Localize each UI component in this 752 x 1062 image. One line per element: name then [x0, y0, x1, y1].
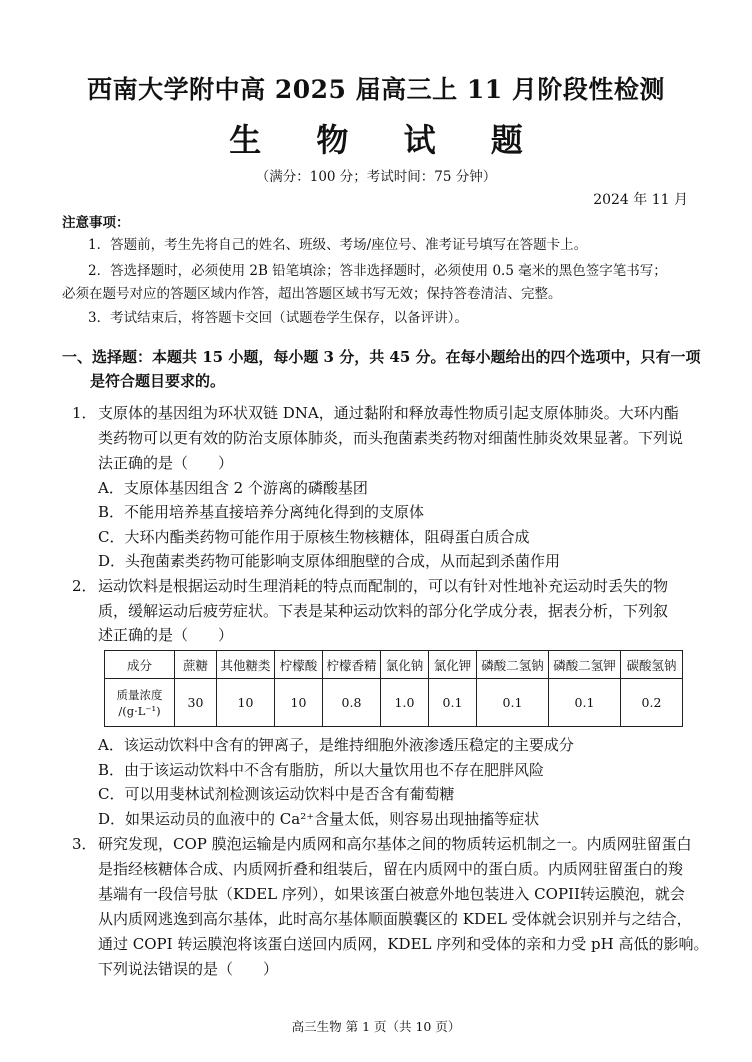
table-column-header: 柠檬香精: [323, 651, 381, 679]
question-stem-line: 通过 COPI 转运膜泡将该蛋白送回内质网，KDEL 序列和受体的亲和力受 pH 高低的影响。: [98, 935, 709, 953]
question-number: 3．: [72, 835, 97, 853]
table-row-label-line: 质量浓度: [116, 687, 163, 702]
table-cell: 0.1: [549, 679, 621, 727]
option-d: D．头孢菌素类药物可能影响支原体细胞壁的合成，从而起到杀菌作用: [98, 552, 561, 570]
table-column-header: 其他糖类: [217, 651, 275, 679]
page-footer: 高三生物 第 1 页（共 10 页）: [291, 1019, 461, 1034]
question-stem-line: 基端有一段信号肽（KDEL 序列），如果该蛋白被意外地包装进入 COPII转运膜泡，就会: [98, 885, 685, 903]
table-cell: 0.8: [323, 679, 381, 727]
notice-item: 1．答题前，考生先将自己的姓名、班级、考场/座位号、准考证号填写在答题卡上。: [88, 237, 588, 253]
notice-item: 2．答选择题时，必须使用 2B 铅笔填涂；答非选择题时，必须使用 0.5 毫米的黑色签字笔书写；: [88, 263, 667, 279]
table-column-header: 磷酸二氢钾: [549, 651, 621, 679]
section-heading-line: 一、选择题：本题共 15 小题，每小题 3 分，共 45 分。在每小题给出的四个选项中，只有一项: [62, 348, 701, 366]
question-stem-line: 下列说法错误的是（ ）: [98, 960, 279, 978]
subject-title: 生 物 试 题: [229, 121, 545, 159]
option-c: C．大环内酯类药物可能作用于原核生物核糖体，阻碍蛋白质合成: [98, 528, 530, 546]
table-row-label-unit: /(g·L⁻¹): [118, 703, 161, 718]
table-column-header: 蔗糖: [175, 651, 217, 679]
table-column-header: 氯化钠: [381, 651, 429, 679]
notice-item: 必须在题号对应的答题区域内作答，超出答题区域书写无效；保持答卷清洁、完整。: [62, 286, 562, 302]
notice-title: 注意事项：: [62, 215, 130, 231]
option-a: A．支原体基因组含 2 个游离的磷酸基团: [98, 479, 368, 497]
option-a: A．该运动饮料中含有的钾离子，是维持细胞外液渗透压稳定的主要成分: [98, 736, 574, 754]
question-stem-line: 运动饮料是根据运动时生理消耗的特点而配制的，可以有针对性地补充运动时丢失的物: [98, 577, 669, 595]
table-cell: 0.2: [621, 679, 683, 727]
table-cell: 10: [217, 679, 275, 727]
option-b: B．不能用培养基直接培养分离纯化得到的支原体: [98, 503, 425, 521]
table-header-label: 成分: [105, 651, 175, 679]
table-cell: 0.1: [429, 679, 477, 727]
table-cell: 30: [175, 679, 217, 727]
question-stem-line: 研究发现，COP 膜泡运输是内质网和高尔基体之间的物质转运机制之一。内质网驻留蛋白: [98, 835, 692, 853]
question-number: 2．: [72, 577, 97, 595]
section-heading-line: 是符合题目要求的。: [90, 372, 226, 390]
question-stem-line: 法正确的是（ ）: [98, 454, 234, 472]
question-stem-line: 从内质网逃逸到高尔基体，此时高尔基体顺面膜囊区的 KDEL 受体就会识别并与之结合，: [98, 910, 692, 928]
table-row-label: [105, 679, 175, 727]
option-b: B．由于该运动饮料中不含有脂肪，所以大量饮用也不存在肥胖风险: [98, 761, 545, 779]
notice-item: 3．考试结束后，将答题卡交回（试题卷学生保存，以备评讲）。: [88, 310, 468, 326]
exam-info: （满分：100 分；考试时间：75 分钟）: [255, 169, 497, 185]
composition-table: [104, 650, 683, 727]
question-stem-line: 是指经核糖体合成、内质网折叠和组装后，留在内质网中的蛋白质。内质网驻留蛋白的羧: [98, 860, 684, 878]
table-column-header: 柠檬酸: [275, 651, 323, 679]
table-cell: 0.1: [477, 679, 549, 727]
option-d: D．如果运动员的血液中的 Ca²⁺含量太低，则容易出现抽搐等症状: [98, 810, 540, 828]
table-cell: 10: [275, 679, 323, 727]
exam-title: 西南大学附中高 2025 届高三上 11 月阶段性检测: [87, 75, 665, 104]
table-cell: 1.0: [381, 679, 429, 727]
section-heading: [62, 345, 702, 393]
question-stem-line: 述正确的是（ ）: [98, 626, 234, 644]
table-column-header: 氯化钾: [429, 651, 477, 679]
question-stem-line: 类药物可以更有效的防治支原体肺炎，而头孢菌素类药物对细菌性肺炎效果显著。下列说: [98, 429, 684, 447]
table-column-header: 碳酸氢钠: [621, 651, 683, 679]
question-stem-line: 支原体的基因组为环状双链 DNA，通过黏附和释放毒性物质引起支原体肺炎。大环内酯: [98, 404, 679, 422]
exam-date: 2024 年 11 月: [593, 192, 688, 208]
question-number: 1．: [72, 404, 97, 422]
option-c: C．可以用斐林试剂检测该运动饮料中是否含有葡萄糖: [98, 785, 455, 803]
table-column-header: 磷酸二氢钠: [477, 651, 549, 679]
question-stem-line: 质，缓解运动后疲劳症状。下表是某种运动饮料的部分化学成分表，据表分析，下列叙: [98, 602, 669, 620]
